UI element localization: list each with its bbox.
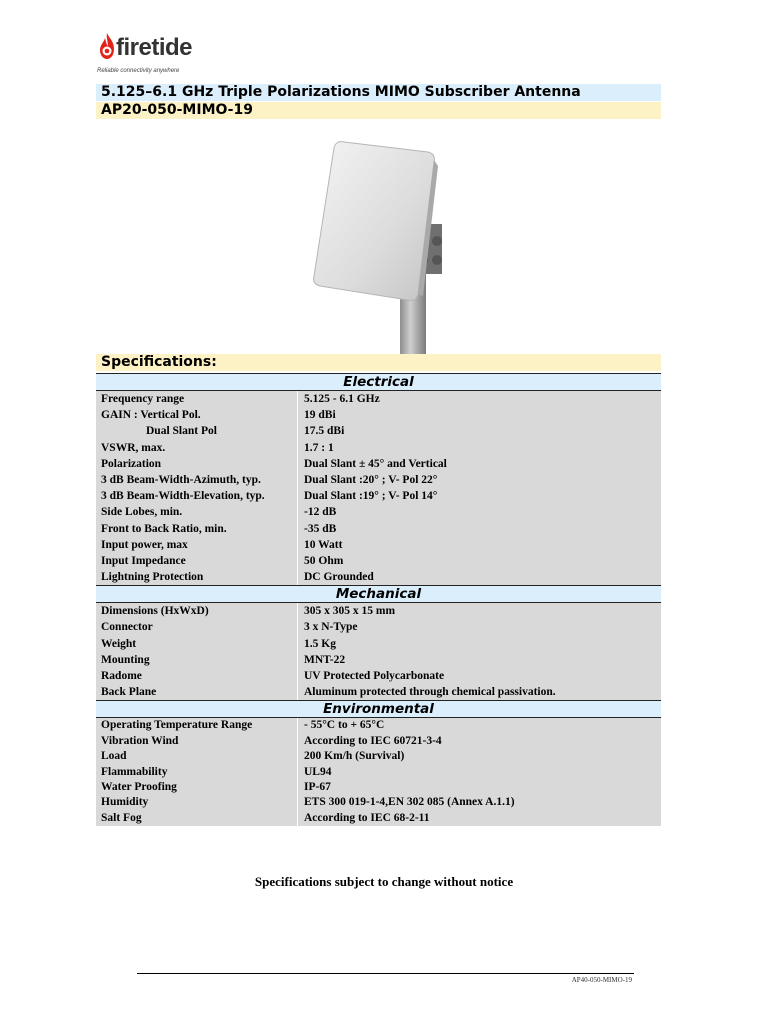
row-label: Radome [96, 668, 298, 684]
row-value: DC Grounded [304, 571, 374, 584]
row-value: 1.5 Kg [304, 637, 336, 650]
product-title: 5.125–6.1 GHz Triple Polarizations MIMO Subscriber Antenna [96, 84, 661, 101]
row-value: 5.125 - 6.1 GHz [304, 393, 380, 405]
row-value: Dual Slant :19° ; V- Pol 14° [304, 490, 438, 503]
row-label: Back Plane [96, 684, 298, 700]
row-value: -12 dB [304, 506, 337, 519]
row-label: Salt Fog [96, 811, 298, 826]
table-row [96, 795, 661, 810]
row-value: 1.7 : 1 [304, 441, 334, 454]
table-row [96, 684, 661, 700]
table-row [96, 521, 661, 537]
table-row [96, 668, 661, 684]
specifications-table [96, 373, 661, 826]
table-row [96, 780, 661, 795]
row-value: UL94 [304, 765, 332, 778]
table-row [96, 472, 661, 488]
row-label: Load [96, 749, 298, 764]
change-notice: Specifications subject to change without notice [254, 874, 514, 889]
row-label: VSWR, max. [96, 440, 298, 456]
row-label: Polarization [96, 456, 298, 472]
row-label: Front to Back Ratio, min. [96, 521, 298, 537]
row-label: Vibration Wind [96, 734, 298, 749]
footer-model-code: AP40-050-MIMO-19 [571, 976, 632, 984]
table-row [96, 504, 661, 520]
table-row [96, 765, 661, 780]
row-value: UV Protected Polycarbonate [304, 670, 445, 682]
row-value: 19 dBi [304, 409, 336, 422]
row-label: Mounting [96, 652, 298, 668]
row-label: Input power, max [96, 537, 298, 553]
table-row [96, 488, 661, 504]
table-row [96, 537, 661, 553]
product-model: AP20-050-MIMO-19 [96, 102, 661, 119]
table-row [96, 811, 661, 826]
table-row [96, 734, 661, 749]
antenna-image [300, 136, 470, 354]
environmental-rows [96, 718, 661, 826]
footer-divider [137, 973, 634, 974]
table-row [96, 749, 661, 764]
row-value: 305 x 305 x 15 mm [304, 605, 396, 618]
row-value: -35 dB [304, 522, 337, 535]
row-label: Dimensions (HxWxD) [96, 603, 298, 619]
row-label: 3 dB Beam-Width-Elevation, typ. [96, 488, 298, 504]
table-row [96, 423, 661, 439]
row-value: 200 Km/h (Survival) [304, 750, 405, 763]
table-row [96, 569, 661, 585]
row-value: Dual Slant :20° ; V- Pol 22° [304, 473, 438, 486]
table-row [96, 391, 661, 407]
logo-wordmark: firetide [116, 34, 193, 61]
row-value: MNT-22 [304, 653, 346, 666]
table-row [96, 619, 661, 635]
row-label: Operating Temperature Range [96, 718, 298, 733]
logo-tagline: Reliable connectivity anywhere [97, 68, 180, 74]
row-label: Lightning Protection [96, 569, 298, 585]
section-mechanical-title: Mechanical [96, 585, 661, 603]
row-label: 3 dB Beam-Width-Azimuth, typ. [96, 472, 298, 488]
row-label: Weight [96, 636, 298, 652]
specifications-header: Specifications: [96, 354, 661, 371]
row-value: Aluminum protected through chemical passivation. [304, 686, 556, 699]
table-row [96, 636, 661, 652]
row-label: Frequency range [96, 391, 298, 407]
mechanical-rows [96, 603, 661, 700]
row-value: 10 Watt [304, 538, 343, 551]
row-value: Dual Slant ± 45° and Vertical [304, 457, 447, 470]
table-row [96, 553, 661, 569]
table-row [96, 652, 661, 668]
flame-icon [97, 32, 117, 62]
row-value: 3 x N-Type [304, 621, 358, 634]
table-row [96, 407, 661, 423]
section-environmental-title: Environmental [96, 700, 661, 718]
row-label: Humidity [96, 795, 298, 810]
table-row [96, 456, 661, 472]
row-label: Dual Slant Pol [96, 423, 298, 439]
row-value: 50 Ohm [304, 554, 344, 567]
row-label: Water Proofing [96, 780, 298, 795]
row-value: 17.5 dBi [304, 425, 345, 438]
row-value: According to IEC 60721-3-4 [304, 734, 442, 747]
company-logo [97, 28, 217, 78]
table-row [96, 603, 661, 619]
electrical-rows [96, 391, 661, 585]
row-label: GAIN : Vertical Pol. [96, 407, 298, 423]
row-label: Input Impedance [96, 553, 298, 569]
row-value: - 55°C to + 65°C [304, 719, 385, 732]
section-electrical-title: Electrical [96, 373, 661, 391]
table-row [96, 440, 661, 456]
row-value: ETS 300 019-1-4,EN 302 085 (Annex A.1.1) [304, 796, 515, 809]
row-value: According to IEC 68-2-11 [304, 811, 430, 824]
row-value: IP-67 [304, 780, 331, 793]
row-label: Flammability [96, 765, 298, 780]
table-row [96, 718, 661, 733]
row-label: Connector [96, 619, 298, 635]
row-label: Side Lobes, min. [96, 504, 298, 520]
